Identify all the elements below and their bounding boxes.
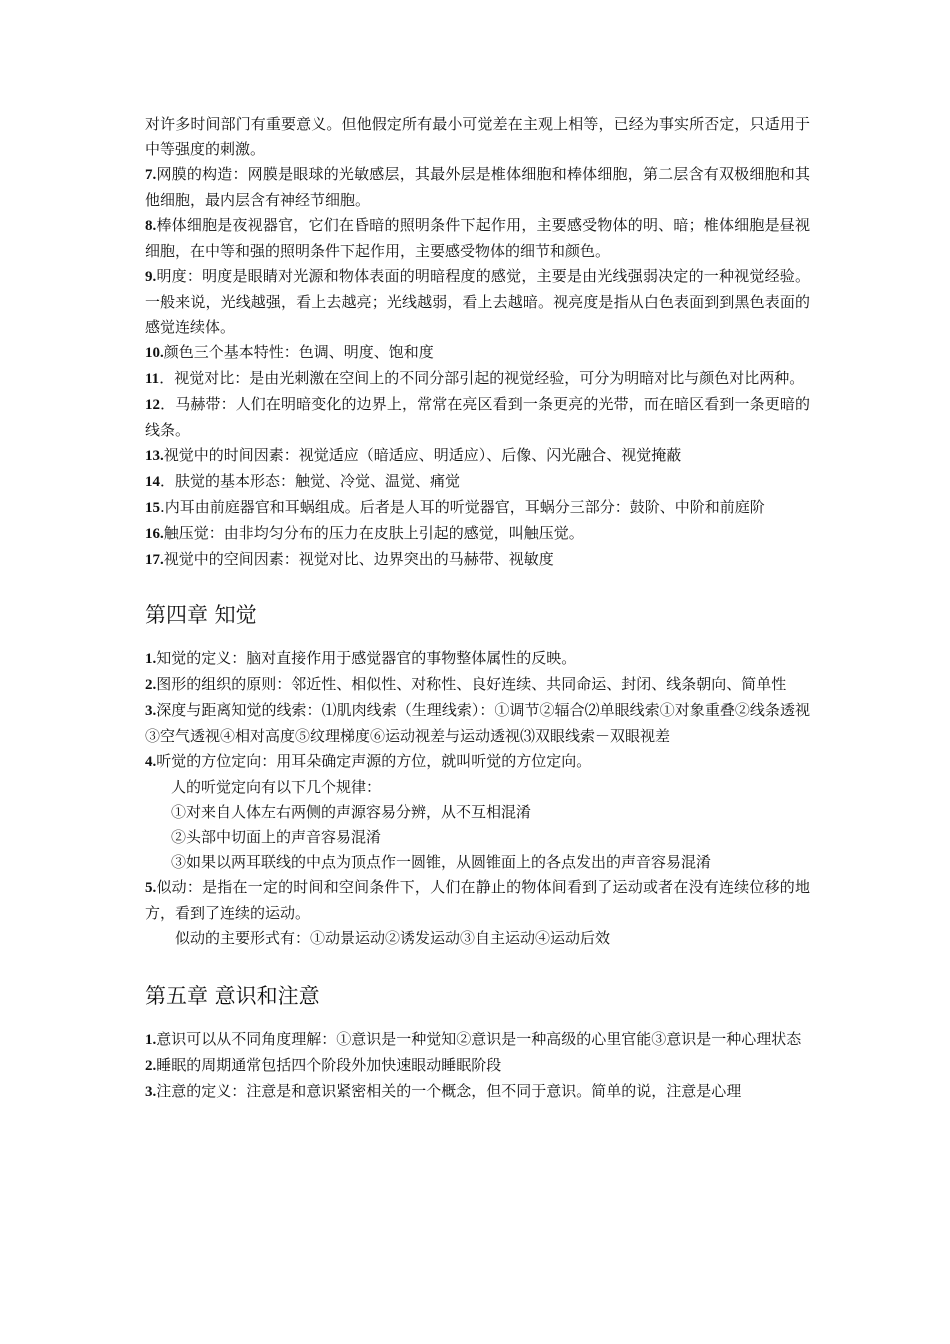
item-number: 10.	[145, 345, 164, 361]
intro-paragraph	[145, 112, 810, 162]
item-text: 明度：明度是眼睛对光源和物体表面的明暗程度的感觉，主要是由光线强弱决定的一种视觉经验。一般来说，光线越强，看上去越亮；光线越弱，看上去越暗。视亮度是指从白色表面到到黑色表面的感觉连续体。	[145, 267, 810, 336]
item-text: 颜色三个基本特性：色调、明度、饱和度	[163, 343, 434, 361]
sub-line: ①对来自人体左右两侧的声源容易分辨，从不互相混淆	[171, 803, 532, 821]
item-number: 7.	[145, 167, 157, 183]
list-item	[145, 264, 810, 340]
item-number: 2.	[145, 1058, 157, 1074]
item-text: 似动：是指在一定的时间和空间条件下，人们在静止的物体间看到了运动或者在没有连续位移的地方，看到了连续的运动。	[145, 878, 810, 922]
list-item	[145, 698, 810, 749]
sub-line: 似动的主要形式有：①动景运动②诱发运动③自主运动④运动后效	[175, 929, 611, 947]
item-text: 知觉的定义：脑对直接作用于感觉器官的事物整体属性的反映。	[156, 649, 577, 667]
item-text: 深度与距离知觉的线索：⑴肌肉线索（生理线索）：①调节②辐合⑵单眼线索①对象重叠②线条透视③空气透视④相对高度⑤纹理梯度⑥运动视差与运动透视⑶双眼线索－双眼视差	[145, 701, 810, 745]
list-item	[145, 1079, 810, 1105]
item-text: 棒体细胞是夜视器官，它们在昏暗的照明条件下起作用，主要感受物体的明、暗；椎体细胞是昼视细胞，在中等和强的照明条件下起作用，主要感受物体的细节和颜色。	[145, 216, 810, 260]
item-text: 视觉中的时间因素：视觉适应（暗适应、明适应）、后像、闪光融合、视觉掩蔽	[163, 446, 682, 464]
sub-line: 人的听觉定向有以下几个规律：	[171, 778, 382, 796]
item-text: 图形的组织的原则：邻近性、相似性、对称性、良好连续、共同命运、封闭、线条朝向、简单性	[156, 675, 787, 693]
item-text: .内耳由前庭器官和耳蜗组成。后者是人耳的听觉器官，耳蜗分三部分：鼓阶、中阶和前庭阶	[160, 498, 765, 516]
item-number: 2.	[145, 677, 157, 693]
list-item	[145, 1027, 810, 1053]
item-number: 15	[145, 500, 160, 516]
list-item	[145, 547, 810, 573]
chapter-title: 第四章 知觉	[145, 603, 257, 627]
section3-list	[145, 162, 810, 573]
item-number: 1.	[145, 651, 157, 667]
chapter-title: 第五章 意识和注意	[145, 984, 320, 1008]
item-text: 注意的定义：注意是和意识紧密相关的一个概念，但不同于意识。简单的说，注意是心理	[156, 1082, 742, 1100]
list-item	[145, 340, 810, 366]
list-item	[145, 875, 810, 926]
item-number: 13.	[145, 448, 164, 464]
list-item	[145, 443, 810, 469]
item-number: 9.	[145, 269, 157, 285]
item-text: 网膜的构造：网膜是眼球的光敏感层，其最外层是椎体细胞和棒体细胞，第二层含有双极细胞和其他细胞，最内层含有神经节细胞。	[145, 165, 810, 209]
item-number: 14	[145, 474, 160, 490]
list-item	[145, 646, 810, 672]
item-text: ．马赫带：人们在明暗变化的边界上，常常在亮区看到一条更亮的光带，而在暗区看到一条更暗的线条。	[145, 395, 810, 439]
item-number: 3.	[145, 703, 157, 719]
item-text: 视觉中的空间因素：视觉对比、边界突出的马赫带、视敏度	[163, 550, 554, 568]
item-number: 1.	[145, 1032, 157, 1048]
chapter4-list	[145, 646, 810, 951]
list-item	[145, 469, 810, 495]
list-item	[145, 162, 810, 213]
list-item	[145, 213, 810, 264]
list-item	[145, 366, 810, 392]
item-number: 12	[145, 397, 160, 413]
item-text: 睡眠的周期通常包括四个阶段外加快速眼动睡眠阶段	[156, 1056, 502, 1074]
item-number: 11	[145, 371, 160, 387]
sub-line: ③如果以两耳联线的中点为顶点作一圆锥，从圆锥面上的各点发出的声音容易混淆	[171, 853, 712, 871]
paragraph-text: 对许多时间部门有重要意义。但他假定所有最小可觉差在主观上相等，已经为事实所否定，只适用于中等强度的刺激。	[145, 115, 810, 158]
list-item	[145, 1053, 810, 1079]
item-text: 听觉的方位定向：用耳朵确定声源的方位，就叫听觉的方位定向。	[156, 752, 592, 770]
item-number: 3.	[145, 1084, 157, 1100]
list-item	[145, 521, 810, 547]
item-number: 17.	[145, 552, 164, 568]
list-item	[145, 392, 810, 443]
list-item	[145, 495, 810, 521]
item-text: 触压觉：由非均匀分布的压力在皮肤上引起的感觉，叫触压觉。	[163, 524, 584, 542]
item-number: 4.	[145, 754, 157, 770]
item-text: ．视觉对比：是由光刺激在空间上的不同分部引起的视觉经验，可分为明暗对比与颜色对比两种。	[159, 369, 805, 387]
item-number: 16.	[145, 526, 164, 542]
chapter5-list	[145, 1027, 810, 1105]
item-text: ．肤觉的基本形态：触觉、冷觉、温觉、痛觉	[160, 472, 461, 490]
sub-line: ②头部中切面上的声音容易混淆	[171, 828, 382, 846]
document-page	[145, 112, 810, 1105]
list-item	[145, 672, 810, 698]
list-item	[145, 749, 810, 775]
item-number: 8.	[145, 218, 157, 234]
item-number: 5.	[145, 880, 157, 896]
item-text: 意识可以从不同角度理解：①意识是一种觉知②意识是一种高级的心里官能③意识是一种心理状态	[156, 1030, 802, 1048]
